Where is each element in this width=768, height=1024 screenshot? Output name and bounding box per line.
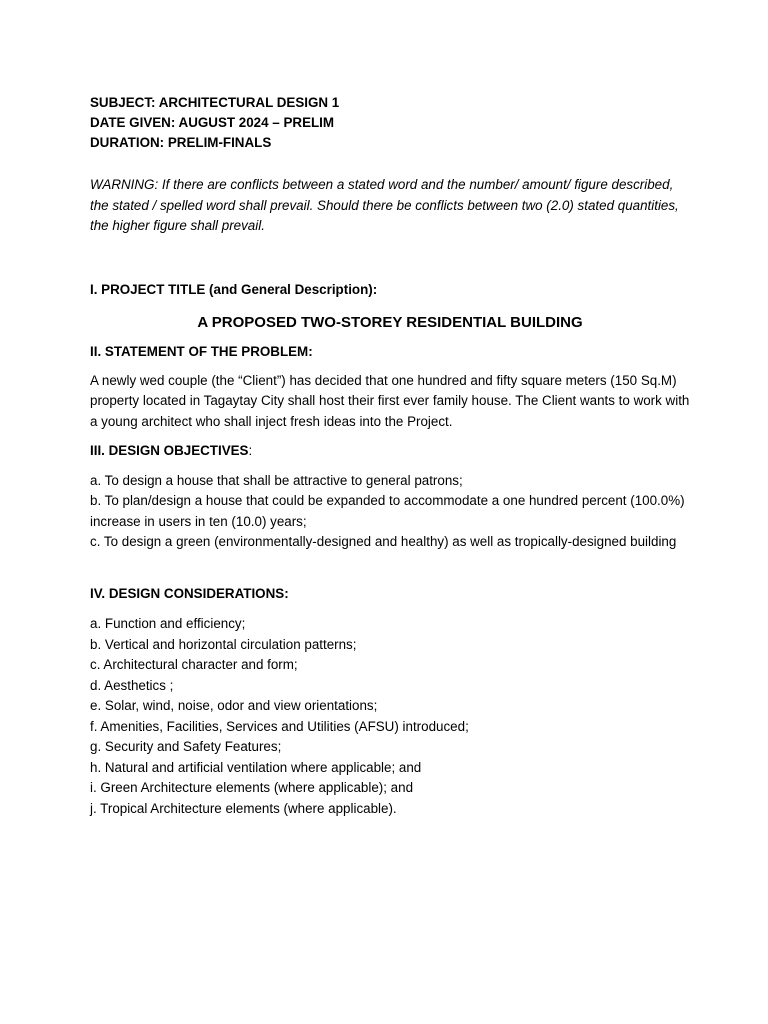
list-item: b. To plan/design a house that could be expanded to accommodate a one hundred percent (100.0%) increase in users in ten (10.0) years; — [90, 493, 685, 529]
date-given-line: DATE GIVEN: AUGUST 2024 – PRELIM — [90, 115, 335, 130]
subject-line: SUBJECT: ARCHITECTURAL DESIGN 1 — [90, 95, 340, 110]
list-item: j. Tropical Architecture elements (where applicable). — [90, 800, 397, 816]
design-objectives-heading-colon: : — [248, 443, 253, 458]
list-item: i. Green Architecture elements (where applicable); and — [90, 780, 414, 795]
design-objectives-heading-text: III. DESIGN OBJECTIVES — [90, 443, 249, 458]
list-item: a. To design a house that shall be attractive to general patrons; — [90, 472, 463, 488]
design-objectives-heading — [90, 441, 690, 462]
statement-of-problem-heading: II. STATEMENT OF THE PROBLEM: — [90, 344, 313, 359]
project-title-heading: I. PROJECT TITLE (and General Description): — [90, 281, 378, 297]
list-item: b. Vertical and horizontal circulation patterns; — [90, 636, 357, 652]
list-item: d. Aesthetics ; — [90, 677, 174, 693]
duration-line: DURATION: PRELIM-FINALS — [90, 135, 272, 150]
list-item: g. Security and Safety Features; — [90, 739, 282, 754]
design-objectives-list — [90, 471, 690, 553]
document-page — [90, 93, 690, 819]
list-item: e. Solar, wind, noise, odor and view orientations; — [90, 698, 378, 713]
project-title: A PROPOSED TWO-STOREY RESIDENTIAL BUILDING — [197, 314, 583, 331]
list-item: a. Function and efficiency; — [90, 616, 246, 631]
list-item: c. To design a green (environmentally-designed and healthy) as well as tropically-designed building — [90, 534, 677, 549]
design-considerations-heading: IV. DESIGN CONSIDERATIONS: — [90, 585, 289, 601]
list-item: c. Architectural character and form; — [90, 657, 298, 672]
design-considerations-list — [90, 614, 690, 819]
list-item: h. Natural and artificial ventilation where applicable; and — [90, 759, 422, 775]
list-item: f. Amenities, Facilities, Services and Utilities (AFSU) introduced; — [90, 718, 469, 734]
statement-of-problem-body: A newly wed couple (the “Client”) has decided that one hundred and fifty square meters (150 Sq.M) property located in Tagaytay City shall host their first ever family house. The Client wants to work with a young architect who shall inject fresh ideas into the Project. — [90, 372, 690, 429]
warning-paragraph: WARNING: If there are conflicts between a stated word and the number/ amount/ figure described, the stated / spelled word shall prevail. Should there be conflicts between two (2.0) stated quantities, the higher figure shall prevail. — [90, 177, 679, 233]
